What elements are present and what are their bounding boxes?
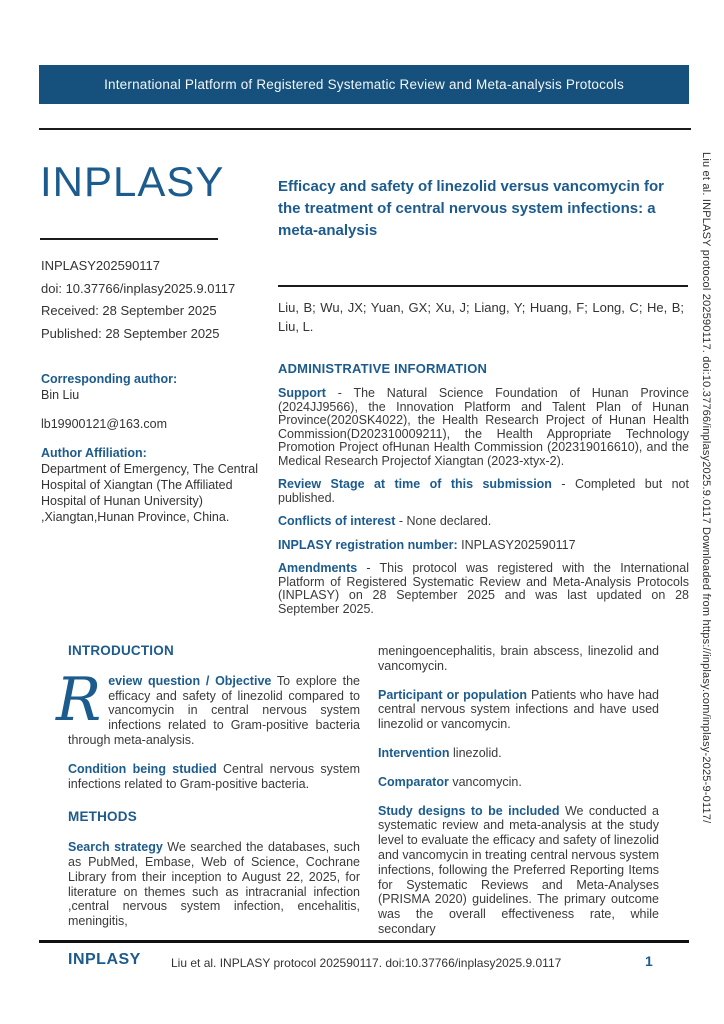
review-question-paragraph [56,664,360,748]
admin-item-amendments-text: - This protocol was registered with the International Platform of Registered Systematic Review and Meta-Analysis Protocols (INPLASY) on 28 September 2025 and was last updated on 28 September 2025. [278,561,689,616]
review-question-text: To explore the efficacy and safety of linezolid compared to vancomycin in central nervous system infections related to Gram-positive bacteria through meta-analysis. [68,673,360,747]
published-line: Published: 28 September 2025 [41,325,220,341]
authors-list: Liu, B; Wu, JX; Yuan, GX; Xu, J; Liang, Y; Huang, F; Long, C; He, B; Liu, L. [278,300,684,334]
admin-item-registration [278,539,689,553]
study-designs-text: We conducted a systematic review and meta-analysis at the study level to evaluate the efficacy and safety of linezolid and vancomycin in treating central nervous system infections, following the Preferred Reporting Items for Systematic Reviews and Meta-Analyses (PRISMA 2020) guidelines. The primary outcome was the overall effectiveness rate, while secondary [378,803,659,936]
protocol-meta [41,255,276,345]
intervention-label: Intervention [378,745,450,760]
corresponding-author-label: Corresponding author: [41,372,178,386]
introduction-heading: INTRODUCTION [68,643,174,658]
corresponding-author [41,371,266,403]
admin-item-review-stage-label: Review Stage at time of this submission [278,477,552,491]
admin-item-amendments-label: Amendments [278,561,358,575]
platform-banner [39,65,689,104]
dropcap-letter: R [56,664,102,735]
admin-item-review-stage-text: - Completed but not published. [278,477,689,505]
article-title: Efficacy and safety of linezolid versus vancomycin for the treatment of central nervous system infections: a meta-analysis [278,178,664,239]
participant-paragraph [378,688,659,732]
received-line: Received: 28 September 2025 [41,303,217,318]
footer-page-number: 1 [645,953,653,969]
study-designs-label: Study designs to be included [378,803,560,818]
admin-item-conflicts-label: Conflicts of interest [278,514,396,528]
review-question-label: eview question / Objective [108,673,272,688]
body-column-right [378,644,659,951]
study-designs-paragraph [378,804,659,937]
search-strategy-paragraph [68,840,360,929]
corresponding-author-email: lb19900121@163.com [41,417,167,431]
administrative-information-heading: ADMINISTRATIVE INFORMATION [278,361,488,376]
author-contact-block [41,371,266,538]
authors-divider [278,285,688,287]
platform-banner-text: International Platform of Registered Systematic Review and Meta-analysis Protocols [104,77,624,92]
affiliation-text: Department of Emergency, The Central Hospital of Xiangtan (The Affiliated Hospital of Hunan University) ,Xiangtan,Hunan Province, China. [41,462,258,524]
logo-divider [40,238,218,240]
admin-item-registration-text: INPLASY202590117 [457,537,576,552]
footer-divider [39,940,689,943]
condition-label: Condition being studied [68,761,217,776]
admin-item-support-label: Support [278,386,326,400]
condition-paragraph [68,762,360,792]
admin-item-conflicts [278,515,689,529]
registration-id: INPLASY202590117 [41,258,161,273]
search-strategy-continuation: meningoencephalitis, brain abscess, linezolid and vancomycin. [378,644,659,673]
methods-heading: METHODS [68,809,137,825]
admin-item-conflicts-text: - None declared. [395,514,492,528]
search-strategy-label: Search strategy [68,840,163,855]
comparator-paragraph [378,775,659,790]
admin-item-support-text: - The Natural Science Foundation of Hunan Province (2024JJ9566), the Innovation Platform and Talent Plan of Hunan Province(2020SK4022), the Health Research Project of Hunan Health Commission(D202310009211), the Health Appropriate Technology Promotion Project ofHunan Health Commission (202319016610), and the Medical Research Projectof Xiangtan (2023-xtyx-2). [278,386,689,468]
condition-text: Central nervous system infections related to Gram-positive bacteria. [68,761,360,791]
author-affiliation [41,445,266,525]
corresponding-author-name: Bin Liu [41,388,80,402]
administrative-information-section [278,361,689,626]
admin-item-support [278,387,689,468]
admin-item-registration-label: INPLASY registration number: [278,537,458,552]
admin-item-review-stage [278,478,689,505]
comparator-label: Comparator [378,774,449,789]
top-divider [39,128,691,130]
search-strategy-text: We searched the databases, such as PubMed, Embase, Web of Science, Cochrane Library from their inception to August 22, 2025, for literature on themes such as intracranial infection ,central nervous system infection, encehalitis, meningitis, [68,840,360,929]
comparator-text: vancomycin. [448,774,522,789]
inplasy-logo: INPLASY [40,158,225,205]
footer-logo: INPLASY [68,951,141,968]
footer-citation: Liu et al. INPLASY protocol 202590117. doi:10.37766/inplasy2025.9.0117 [171,956,562,970]
admin-item-amendments [278,562,689,616]
affiliation-label: Author Affiliation: [41,446,147,460]
rotated-margin-note: Liu et al. INPLASY protocol 202590117. doi:10.37766/inplasy2025.9.0117 Downloaded from https://inplasy.com/inplasy-2025-9-0117/ [700,152,712,824]
body-column-left [56,643,360,943]
doi-line: doi: 10.37766/inplasy2025.9.0117 [41,280,236,296]
participant-label: Participant or population [378,687,527,702]
intervention-text: linezolid. [449,745,502,760]
participant-text: Patients who have had central nervous system infections and have used linezolid or vancomycin. [378,687,660,732]
intervention-paragraph [378,746,659,761]
